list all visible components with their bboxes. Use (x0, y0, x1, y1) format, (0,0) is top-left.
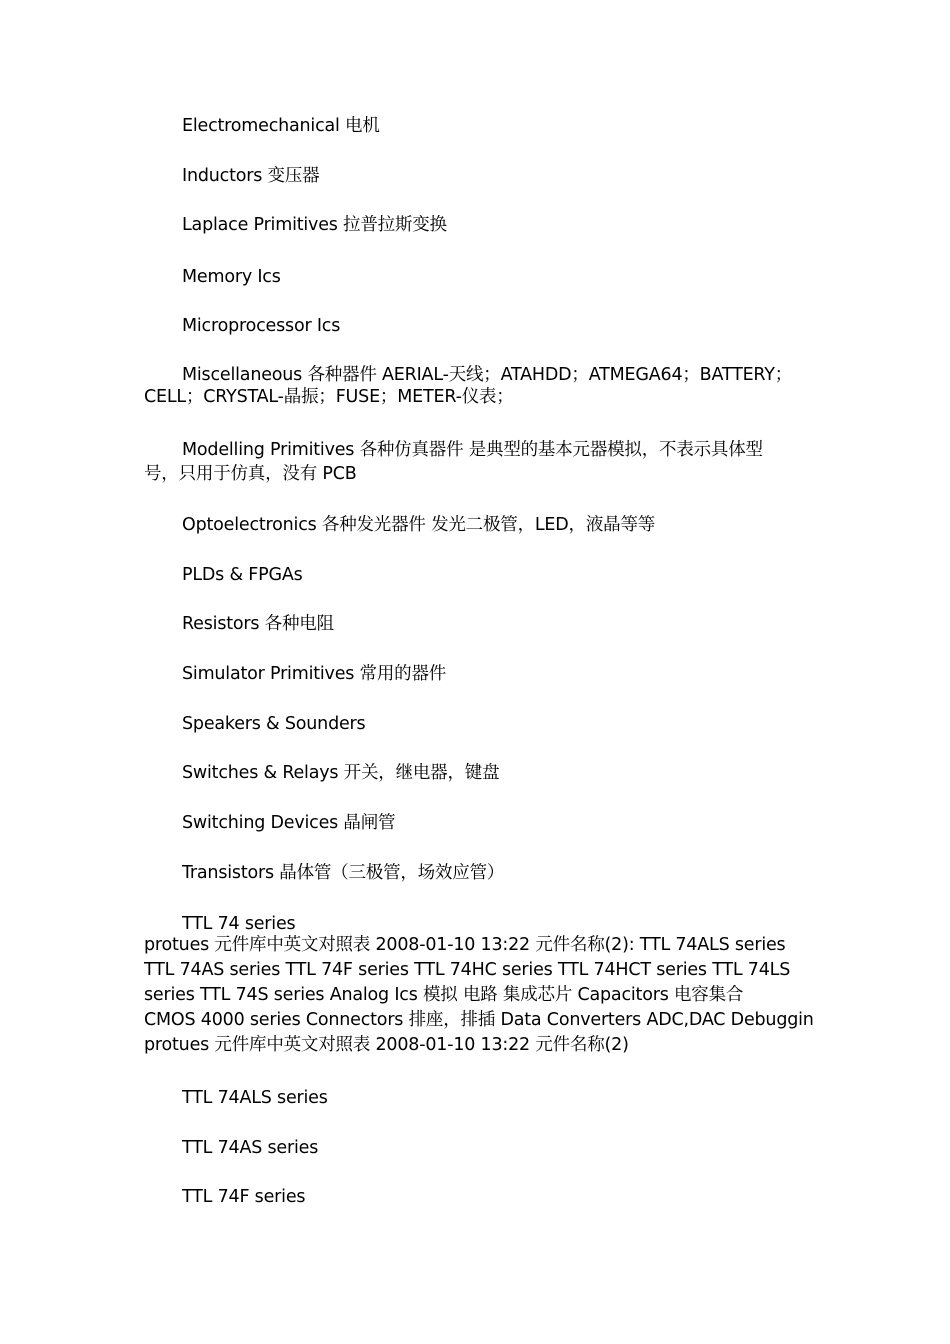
text-line-switching-devices: Switching Devices 晶闸管 (182, 813, 396, 833)
text-line-laplace-primitives: Laplace Primitives 拉普拉斯变换 (182, 215, 447, 235)
text-line-transistors: Transistors 晶体管（三极管，场效应管） (182, 863, 505, 883)
text-line-miscellaneous: Miscellaneous 各种器件 AERIAL-天线；ATAHDD；ATMEGA64；BATTERY； (182, 365, 793, 385)
text-line-optoelectronics: Optoelectronics 各种发光器件 发光二极管，LED，液晶等等 (182, 515, 656, 535)
text-line-summary-5: protues 元件库中英文对照表 2008-01-10 13:22 元件名称(2) (144, 1035, 629, 1055)
text-line-ttl-74als-series: TTL 74ALS series (182, 1088, 328, 1108)
text-line-electromechanical: Electromechanical 电机 (182, 116, 380, 136)
text-line-speakers-sounders: Speakers & Sounders (182, 714, 366, 734)
text-line-ttl-74as-series: TTL 74AS series (182, 1138, 319, 1158)
text-line-simulator-primitives: Simulator Primitives 常用的器件 (182, 664, 447, 684)
text-line-summary-3: series TTL 74S series Analog Ics 模拟 电路 集成芯片 Capacitors 电容集合 (144, 985, 744, 1005)
text-line-modelling-primitives-cont: 号，只用于仿真，没有 PCB (144, 464, 357, 484)
text-line-resistors: Resistors 各种电阻 (182, 614, 334, 634)
text-line-ttl-74-series: TTL 74 series (182, 914, 296, 934)
text-line-summary-1: protues 元件库中英文对照表 2008-01-10 13:22 元件名称(2): TTL 74ALS series (144, 935, 786, 955)
text-line-microprocessor-ics: Microprocessor Ics (182, 316, 341, 336)
text-line-miscellaneous-cont: CELL；CRYSTAL-晶振；FUSE；METER-仪表； (144, 387, 514, 407)
text-line-ttl-74f-series: TTL 74F series (182, 1187, 306, 1207)
text-line-plds-fpgas: PLDs & FPGAs (182, 565, 303, 585)
text-line-memory-ics: Memory Ics (182, 267, 281, 287)
text-line-modelling-primitives: Modelling Primitives 各种仿真器件 是典型的基本元器模拟，不表示具体型 (182, 440, 763, 460)
text-line-summary-2: TTL 74AS series TTL 74F series TTL 74HC series TTL 74HCT series TTL 74LS (144, 960, 791, 980)
text-line-inductors: Inductors 变压器 (182, 166, 320, 186)
text-line-summary-4: CMOS 4000 series Connectors 排座，排插 Data Converters ADC,DAC Debuggin (144, 1010, 814, 1030)
text-line-switches-relays: Switches & Relays 开关，继电器，键盘 (182, 763, 500, 783)
